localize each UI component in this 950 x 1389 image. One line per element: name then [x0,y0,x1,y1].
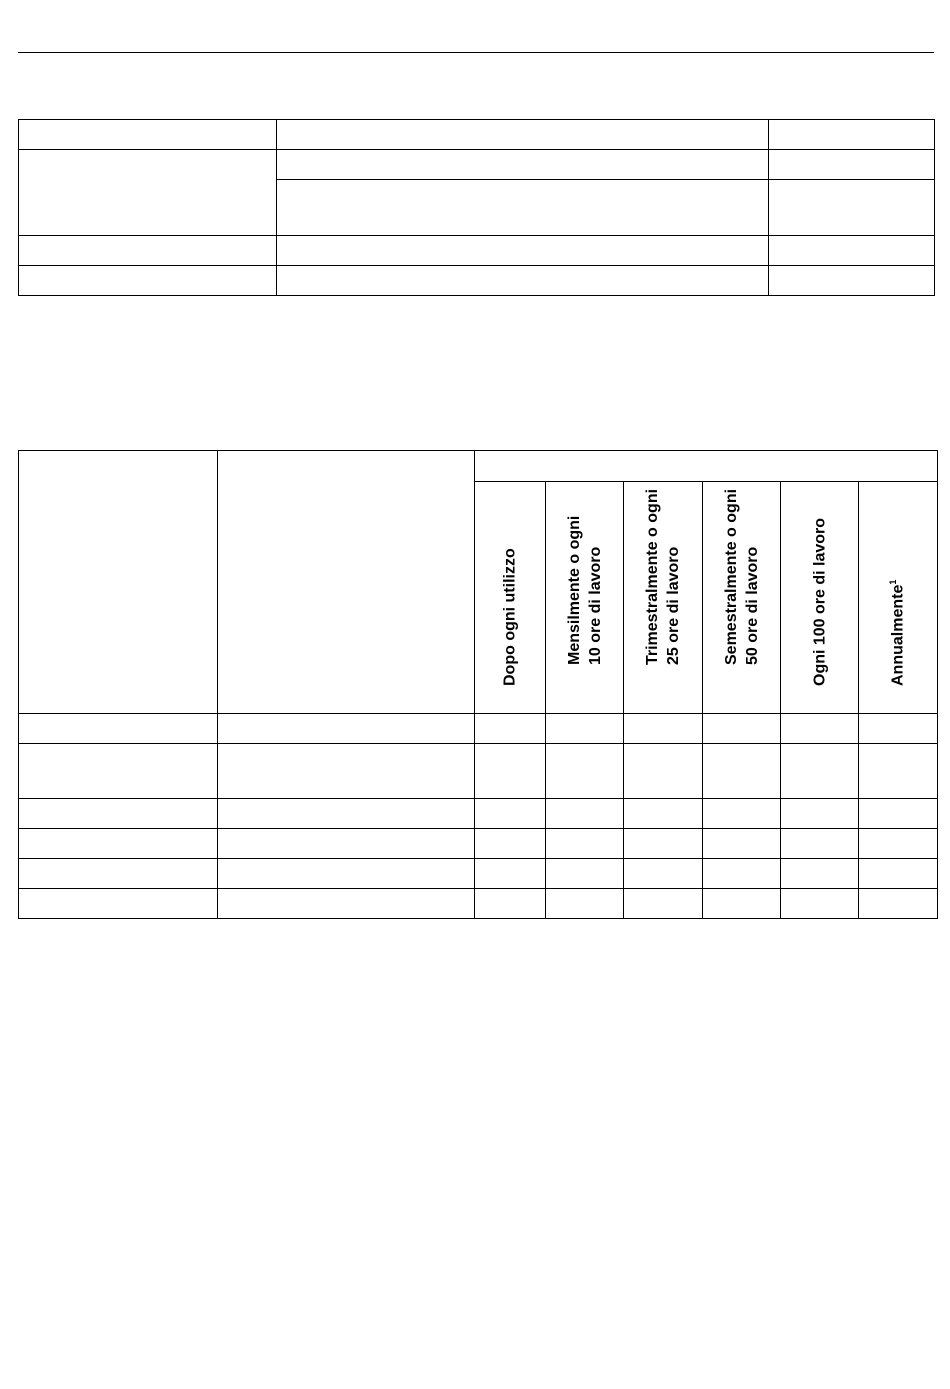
table-cell [19,889,218,919]
table-cell [859,744,938,799]
table-cell [475,799,546,829]
table-cell [277,266,769,296]
table-cell [19,829,218,859]
table-cell [475,859,546,889]
table-cell [546,744,624,799]
table-cell [19,799,218,829]
table-cell [769,180,935,236]
table-cell [277,120,769,150]
table-cell [769,236,935,266]
schedule-header-line: 10 ore di lavoro [586,546,604,665]
schedule-group-header [475,451,938,482]
table-cell [624,799,703,829]
table-cell [624,714,703,744]
table-cell [859,859,938,889]
table-row [19,829,938,859]
table-cell [624,859,703,889]
schedule-header-line: Trimestralmente o ogni [644,488,661,665]
table-cell [19,744,218,799]
table-cell [19,150,277,236]
table-cell [859,889,938,919]
table-cell [859,829,938,859]
table-cell [781,744,859,799]
schedule-header-line: Semestralmente o ogni [722,488,740,665]
table-1 [18,119,935,296]
table-cell [781,859,859,889]
table-cell [218,889,475,919]
table-row [19,150,935,180]
table-cell [546,859,624,889]
table-cell [703,859,781,889]
table-cell [19,120,277,150]
table-cell [277,180,769,236]
table-cell [277,236,769,266]
table-cell [769,120,935,150]
table-cell [218,744,475,799]
table-cell [781,714,859,744]
schedule-header-100-hours [781,482,859,714]
table-cell [703,714,781,744]
table-cell [703,829,781,859]
table-cell [624,829,703,859]
table-cell [475,829,546,859]
schedule-header-line: Dopo ogni utilizzo [501,548,519,686]
schedule-header-line: 50 ore di lavoro [743,546,761,665]
table-cell [769,266,935,296]
table-cell [475,714,546,744]
table-cell [546,714,624,744]
table-cell [546,889,624,919]
footnote-marker: 1 [888,579,899,585]
maintenance-schedule-table [18,450,938,919]
schedule-header-monthly [546,482,624,714]
table-row [19,744,938,799]
table-row [19,714,938,744]
table-cell [546,799,624,829]
table-cell [218,859,475,889]
table-cell [218,451,475,714]
table-row [19,889,938,919]
table-row [19,236,935,266]
table-cell [546,829,624,859]
table-row [19,266,935,296]
header-rule [18,52,934,53]
table-cell [19,266,277,296]
table-row [19,120,935,150]
table-cell [218,714,475,744]
table-cell [781,889,859,919]
table-cell [19,859,218,889]
table-cell [19,714,218,744]
table-cell [781,799,859,829]
schedule-header-line: Ogni 100 ore di lavoro [811,517,828,686]
schedule-header-annual [859,482,938,714]
table-row [19,799,938,829]
table-cell [703,799,781,829]
table-row [19,859,938,889]
table-cell [475,889,546,919]
table-cell [624,889,703,919]
table-cell [624,744,703,799]
table-cell [703,889,781,919]
table-cell [277,150,769,180]
schedule-header-line: 25 ore di lavoro [665,546,682,665]
table-header-row [19,451,938,482]
table-cell [781,829,859,859]
schedule-header-line: Annualmente [889,584,907,686]
schedule-header-semiannual [703,482,781,714]
table-cell [19,236,277,266]
table-cell [859,799,938,829]
schedule-header-line: Mensilmente o ogni [565,515,583,665]
table-cell [859,714,938,744]
table-cell [218,829,475,859]
schedule-header-after-use [475,482,546,714]
table-cell [769,150,935,180]
table-cell [218,799,475,829]
schedule-header-quarterly [624,482,703,714]
table-cell [475,744,546,799]
table-cell [19,451,218,714]
table-cell [703,744,781,799]
